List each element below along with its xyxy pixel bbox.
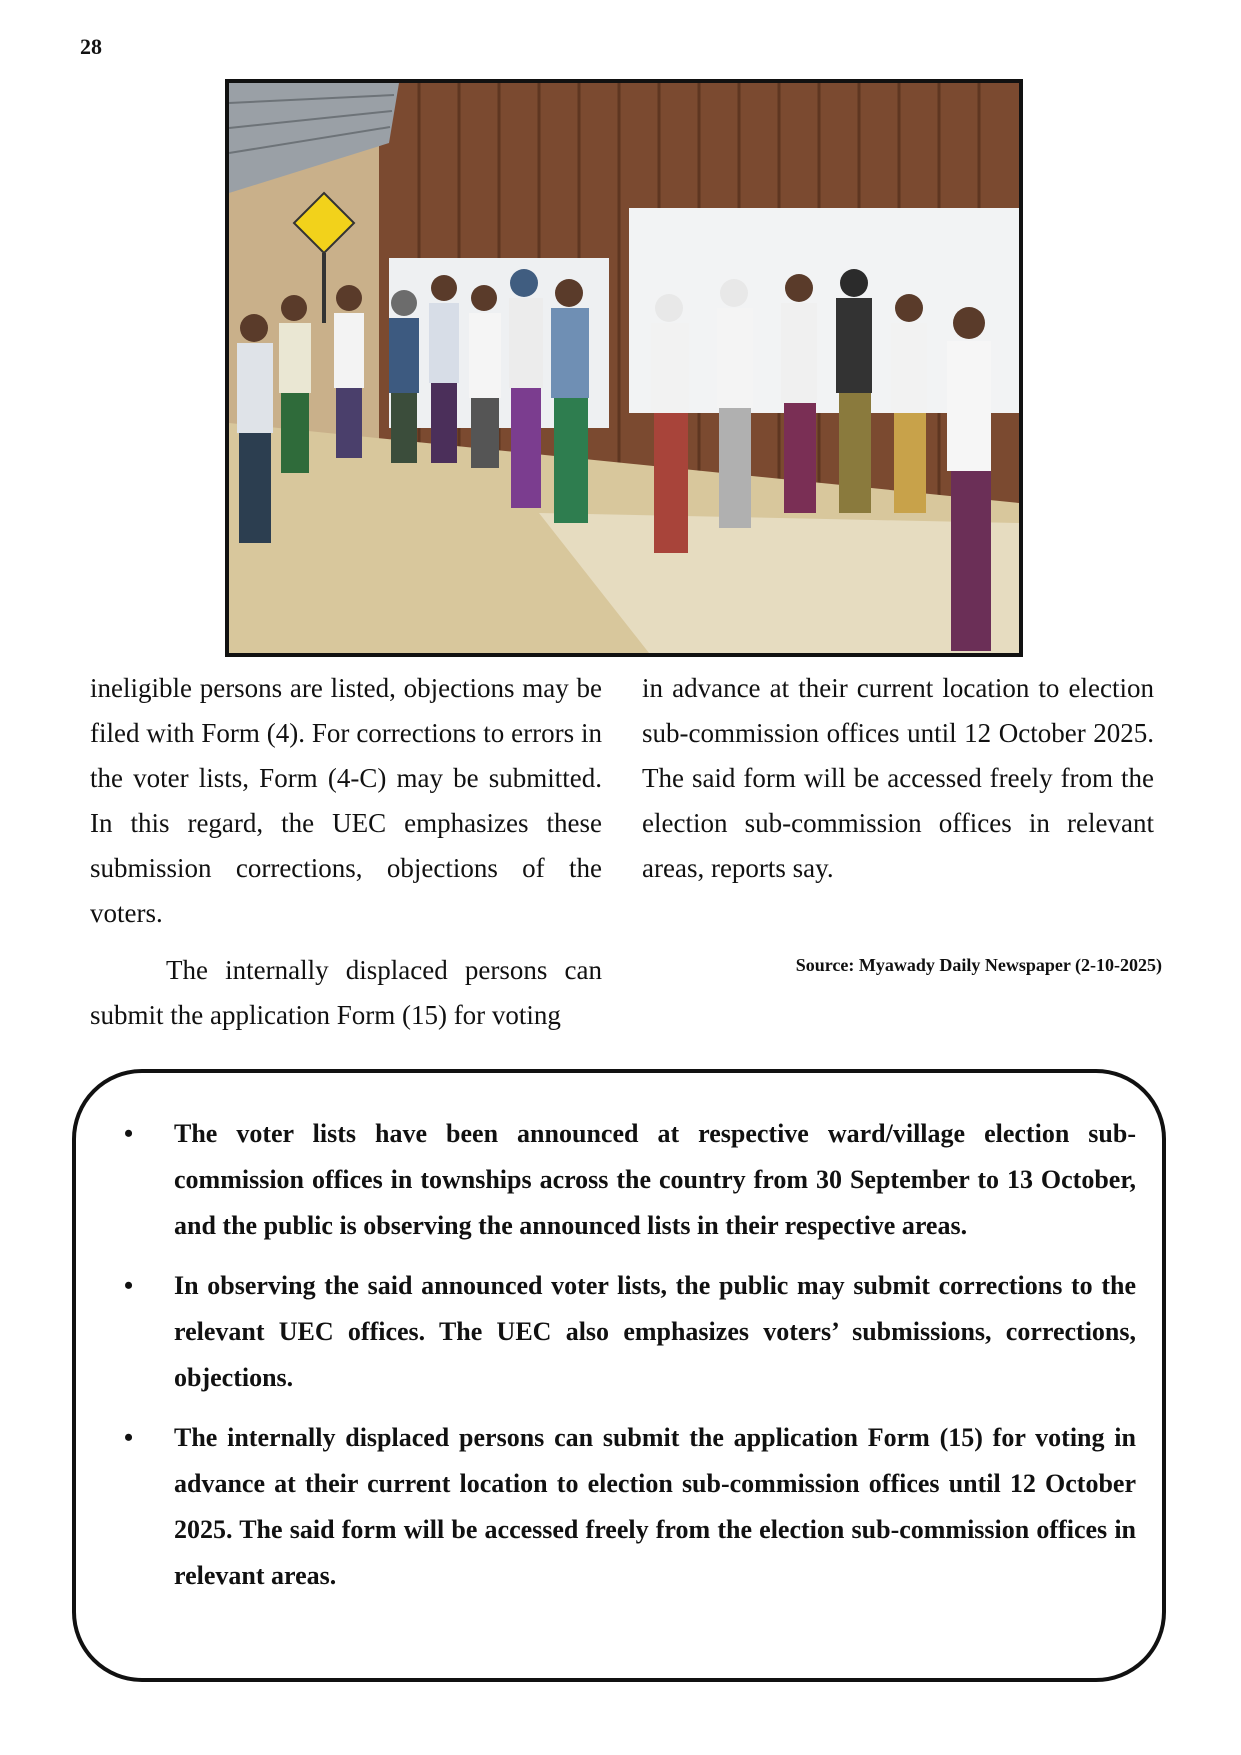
bullet-icon: • — [124, 1423, 134, 1452]
summary-list — [106, 1111, 1136, 1613]
article-paragraph: in advance at their current location to election sub-commission offices until 12 October 2025. The said form will be accessed freely from the election sub-commission offices in relevant areas, reports say. — [642, 673, 1154, 883]
page-number: 28 — [80, 34, 102, 59]
summary-item — [106, 1415, 1136, 1599]
summary-item — [106, 1111, 1136, 1249]
summary-item-text: The voter lists have been announced at respective ward/village election sub-commission offices in townships across the country from 30 September to 13 October, and the public is observing the announced lists in their respective areas. — [174, 1119, 1136, 1240]
bullet-icon: • — [124, 1271, 134, 1300]
bullet-icon: • — [124, 1119, 134, 1148]
summary-item-text: The internally displaced persons can submit the application Form (15) for voting in advance at their current location to election sub-commission offices until 12 October 2025. The said form will be accessed freely from the election sub-commission offices in relevant areas. — [174, 1423, 1136, 1590]
source-citation: Source: Myawady Daily Newspaper (2-10-2025) — [795, 955, 1162, 975]
news-photo — [225, 79, 1023, 657]
summary-box — [72, 1069, 1166, 1682]
article-left-column — [90, 666, 602, 1038]
article-paragraph: The internally displaced persons can submit the application Form (15) for voting — [90, 955, 602, 1030]
article-right-column — [642, 666, 1154, 891]
article-paragraph: ineligible persons are listed, objections may be filed with Form (4). For corrections to errors in the voter lists, Form (4-C) may be submitted. In this regard, the UEC emphasizes these submission corrections, objections of the voters. — [90, 673, 602, 928]
photo-voters-reading-lists-icon — [229, 83, 1019, 653]
summary-item — [106, 1263, 1136, 1401]
summary-item-text: In observing the said announced voter lists, the public may submit corrections to the relevant UEC offices. The UEC also emphasizes voters’ submissions, corrections, objections. — [174, 1271, 1136, 1392]
